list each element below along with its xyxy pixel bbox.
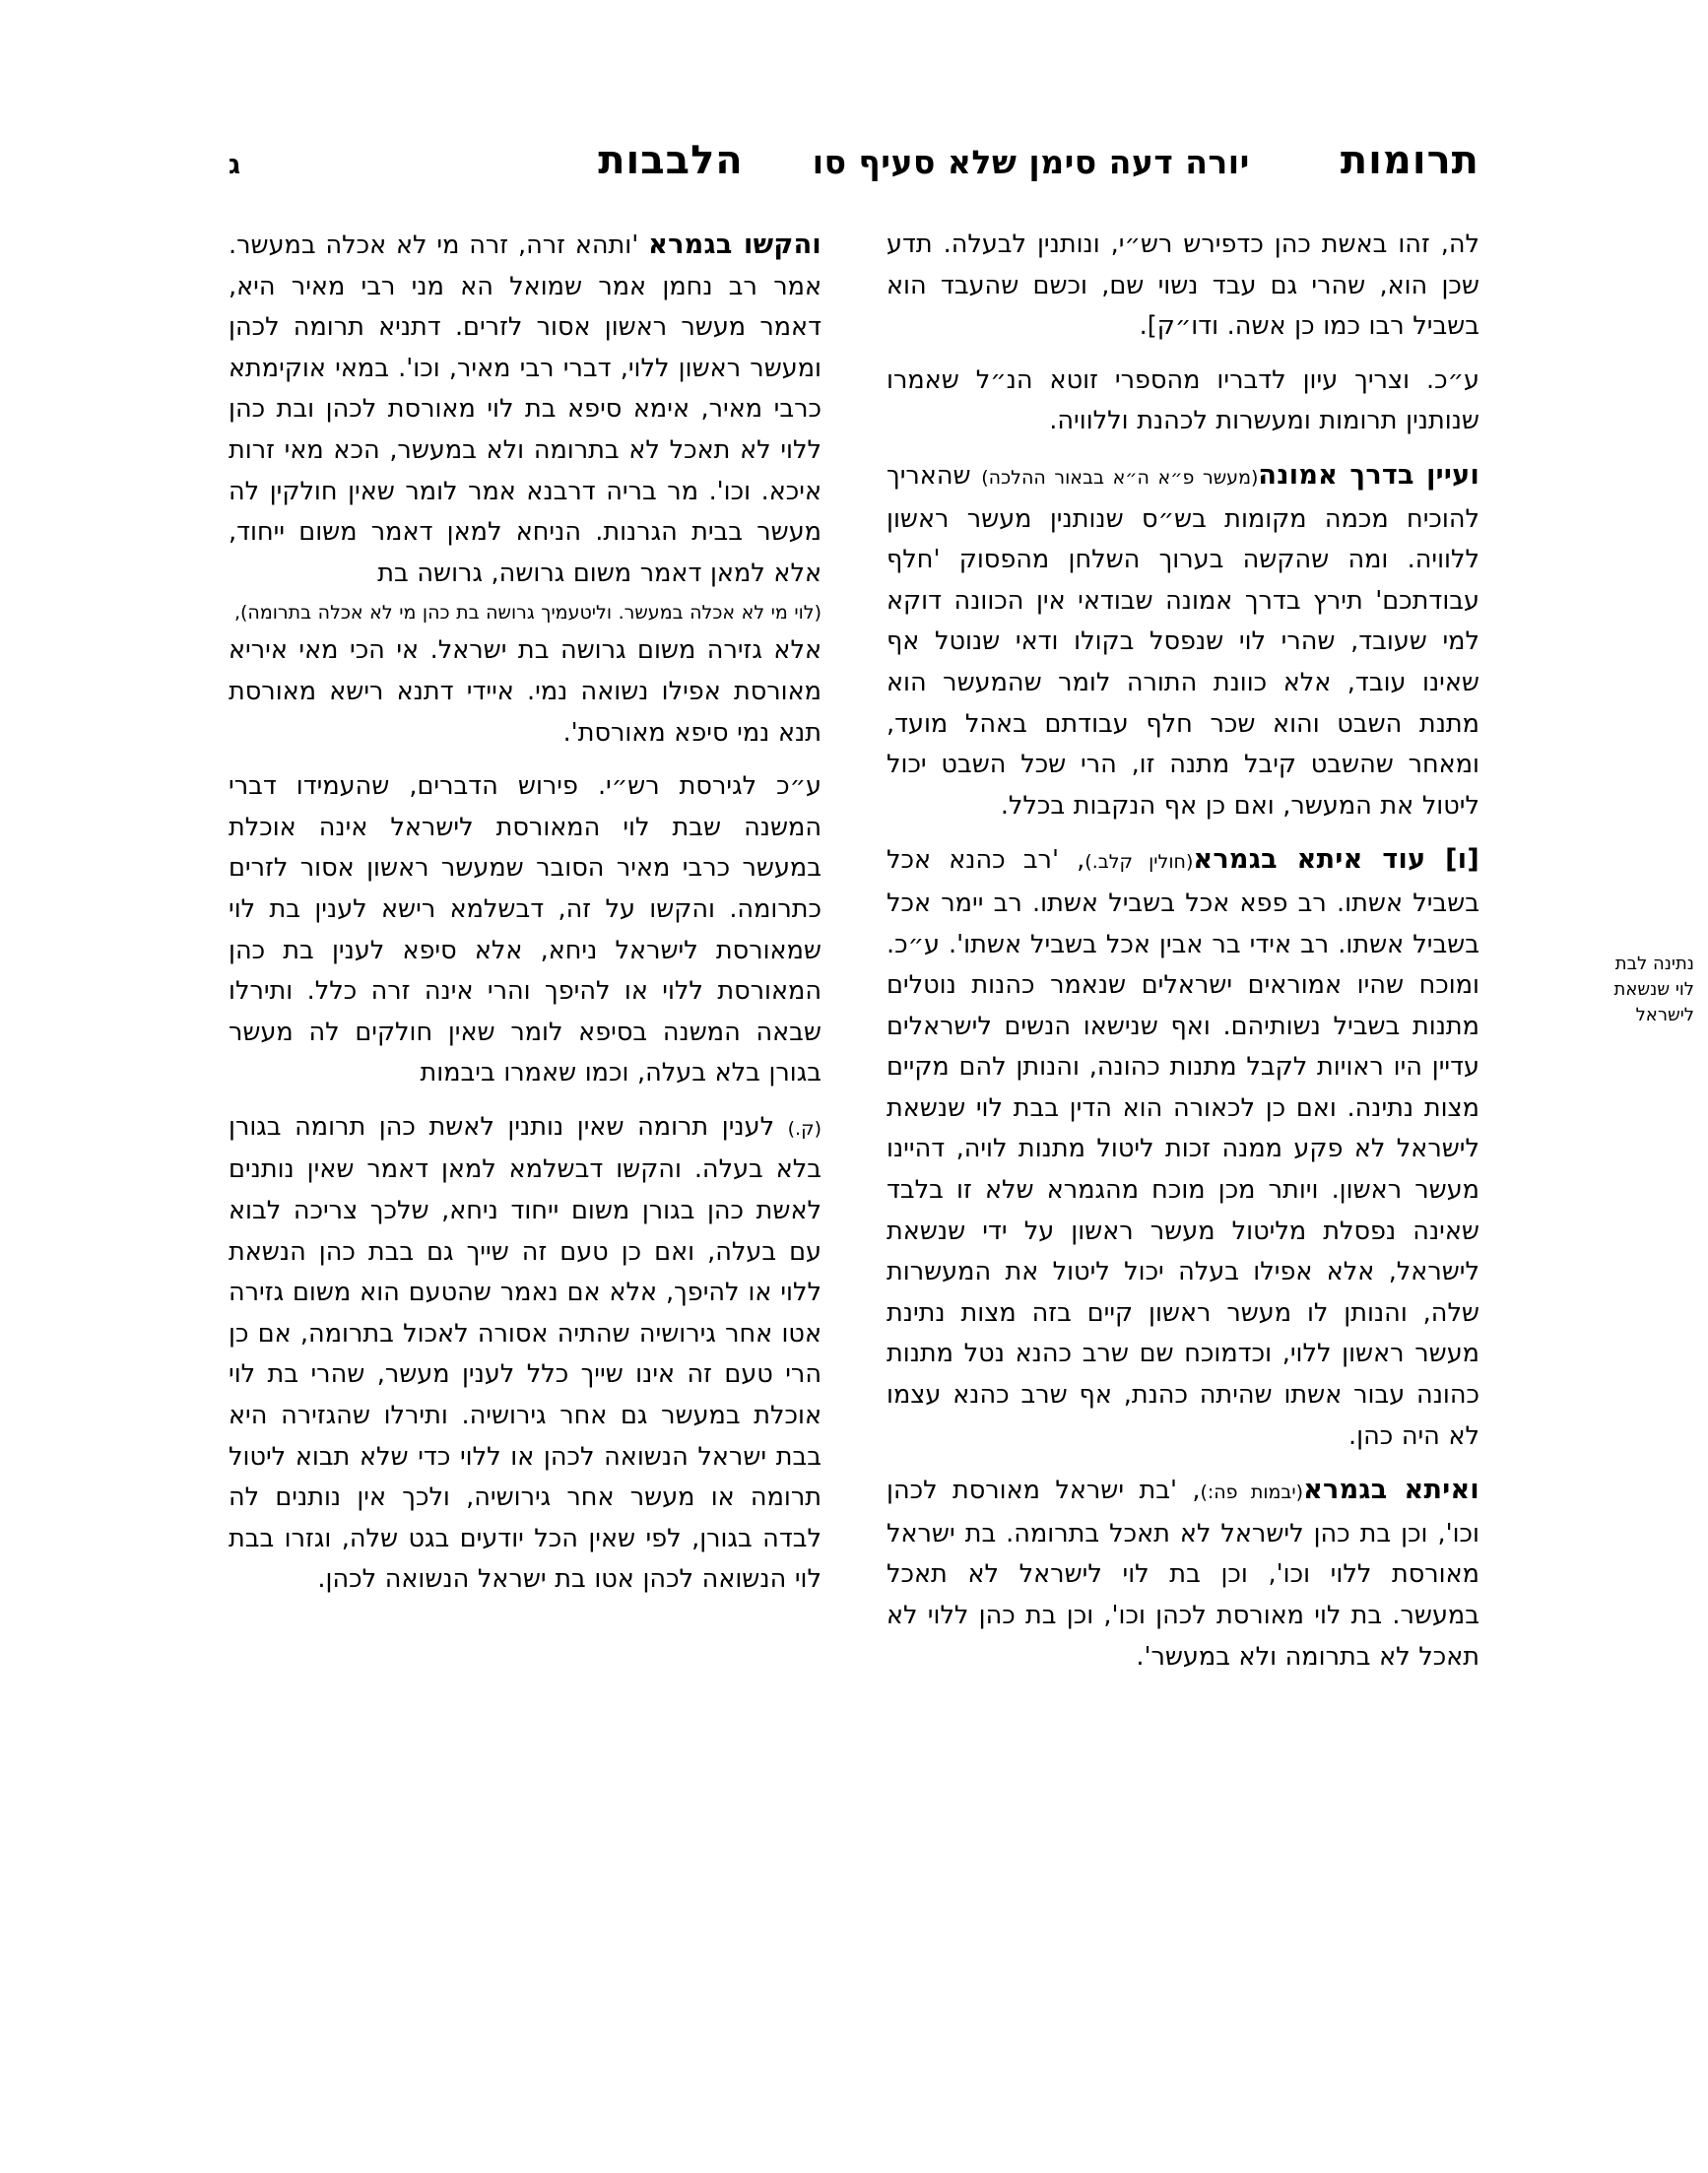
margin-note-line: לוי שנשאת (1613, 979, 1694, 1000)
column-right (887, 225, 1479, 1996)
source-citation: (יבמות פה:) (1200, 1482, 1304, 1504)
running-head (229, 138, 1479, 199)
column-left (229, 225, 821, 1996)
paragraph-lead-word: עוד איתא בגמרא (1193, 844, 1446, 876)
margin-note-line: לישראל (1635, 1005, 1694, 1025)
running-head-reference: יורה דעה סימן שלא סעיף סו (812, 143, 1250, 181)
body-text: לה, זהו באשת כהן כדפירש רש״י, ונותנין לבעלה. תדע שכן הוא, שהרי גם עבד נשוי שם, וכשם שהעבד הוא בשביל רבו כמו כן אשה. ודו״ק]. (887, 230, 1479, 342)
source-citation: (ק.) (787, 1117, 821, 1140)
running-head-book: הלבבות (598, 138, 744, 183)
body-text: , 'רב כהנא אכל בשביל אשתו. רב פפא אכל בשביל אשתו. רב יימר אכל בשביל אשתו. רב אידי בר אבין אכל בשביל אשתו'. ע״כ. ומוכח שהיו אמוראים ישראלים שנאמר כהנות נוטלים מתנות בשביל נשותיהם. ואף שנישאו הנשים לישראלים עדיין היו ראויות לקבל מתנות כהונה, והנותן להם מקיים מצות נתינה. ואם כן לכאורה הוא הדין בבת לוי שנשאת לישראל לא פקע ממנה זכות ליטול מתנות לויה, דהיינו מעשר ראשון. ויותר מכן מוכח מהגמרא שלא זו בלבד שאינה נפסלת מליטול מעשר ראשון על ידי שנשאת לישראל, אלא אפילו בעלה יכול ליטול את המעשרות שלה, והנותן לו מעשר ראשון קיים בזה מצות נתינת מעשר ראשון ללוי, וכדמוכח שם שרב כהנא נטל מתנות כהונה עבור אשתו שהיתה כהנת, אף שרב כהנא עצמו לא היה כהן. (887, 845, 1479, 1451)
inline-gloss (229, 596, 821, 629)
running-head-folio: ג (229, 150, 241, 180)
paragraph-lead-word: ועיין בדרך אמונה (1258, 459, 1480, 491)
body-text: ע״כ לגירסת רש״י. פירוש הדברים, שהעמידו דברי המשנה שבת לוי המאורסת לישראל אינה אוכלת במעשר כרבי מאיר הסובר שמעשר ראשון אסור לזרים כתרומה. והקשו על זה, דבשלמא רישא לענין בת לוי שמאורסת לישראל ניחא, אלא סיפא לענין בת כהן המאורסת ללוי או להיפך והרי אינה זרה כלל. ותירלו שבאה המשנה בסיפא לומר שאין חולקים לה מעשר בגורן בלא בעלה, וכמו שאמרו ביבמות (229, 771, 821, 1088)
paragraph (229, 225, 821, 594)
section-marker: [ו] (1445, 844, 1480, 876)
paragraph (229, 766, 821, 1094)
paragraph (887, 1470, 1479, 1678)
source-citation: (חולין קלב.) (1084, 851, 1194, 874)
paragraph (887, 225, 1479, 348)
paragraph (229, 1107, 821, 1601)
paragraph-lead-word: ואיתא בגמרא (1303, 1475, 1479, 1506)
body-text: ע״כ. וצריך עיון לדבריו מהספרי זוטא הנ״ל שאמרו שנותנין תרומות ומעשרות לכהנת וללוויה. (887, 364, 1479, 436)
paragraph (887, 455, 1479, 826)
margin-note (1574, 952, 1694, 1028)
paragraph (887, 361, 1479, 442)
text-columns (229, 225, 1479, 1996)
body-text: אלא גזירה משום גרושה בת ישראל. אי הכי מאי איריא מאורסת אפילו נשואה נמי. איידי דתנא רישא מאורסת תנא נמי סיפא מאורסת'. (229, 635, 821, 748)
paragraph (229, 630, 821, 754)
body-text: , 'בת ישראל מאורסת לכהן וכו', וכן בת כהן לישראל לא תאכל בתרומה. בת ישראל מאורסת ללוי וכו', וכן בת לוי לישראל לא תאכל במעשר. בת לוי מאורסת לכהן וכו', וכן בת כהן ללוי לא תאכל לא בתרומה ולא במעשר'. (887, 1476, 1479, 1672)
paragraph-lead-word: והקשו בגמרא (648, 230, 821, 260)
margin-note-line: נתינה לבת (1614, 954, 1694, 974)
body-text: לענין תרומה שאין נותנין לאשת כהן תרומה בגורן בלא בעלה. והקשו דבשלמא למאן דאמר שאין נותנים לאשת כהן בגורן משום ייחוד ניחא, שלכך צריכה לבוא עם בעלה, ואם כן טעם זה שייך גם בבת כהן הנשאת ללוי או להיפך, אלא אם נאמר שהטעם הוא משום גזירה אטו אחר גירושיה שהתיה אסורה לאכול בתרומה, אם כן הרי טעם זה אינו שייך כלל לענין מעשר, שהרי בת לוי אוכלת במעשר גם אחר גירושיה. ותירלו שהגזירה היא בבת ישראל הנשואה לכהן או ללוי כדי שלא תבוא ליטול תרומה או מעשר אחר גירושיה, ולכך אין נותנים לה לבדה בגורן, לפי שאין הכל יודעים בגט שלה, וגזרו בבת לוי הנשואה לכהן אטו בת ישראל הנשואה לכהן. (229, 1111, 821, 1595)
source-citation: (מעשר פ״א ה״א בבאור ההלכה) (981, 466, 1259, 489)
paragraph (887, 839, 1479, 1457)
body-text: שהאריך להוכיח מכמה מקומות בש״ס שנותנין מעשר ראשון ללוויה. ומה שהקשה בערוך השלחן מהפסוק 'חלף עבודתכם' תירץ בדרך אמונה שבודאי אין הכוונה דוקא למי שעובד, שהרי לוי שנפסל בקולו ודאי שנוטל אף שאינו עובד, אלא כוונת התורה לומר שהמעשר הוא מתנת השבט והוא שכר חלף עבודתם באהל מועד, ומאחר שהשבט קיבל מתנה זו, הרי שכל השבט יכול ליטול את המעשר, ואם כן אף הנקבות בכלל. (887, 460, 1479, 821)
body-text: 'ותהא זרה, זרה מי לא אכלה במעשר. אמר רב נחמן אמר שמואל הא מני רבי מאיר היא, דאמר מעשר ראשון אסור לזרים. דתניא תרומה לכהן ומעשר ראשון ללוי, דברי רבי מאיר, וכו'. במאי אוקימתא כרבי מאיר, אימא סיפא בת לוי מאורסת לכהן ובת כהן ללוי לא תאכל לא בתרומה ולא במעשר, הכא מאי זרות איכא. וכו'. מר בריה דרבנא אמר לומר שאין חולקין לה מעשר בבית הגרנות. הניחא למאן דאמר משום ייחוד, אלא למאן דאמר משום גרושה, גרושה בת (229, 230, 821, 588)
running-head-title: תרומות (1340, 138, 1479, 183)
source-citation: (לוי מי לא אכלה במעשר. וליטעמיך גרושה בת כהן מי לא אכלה בתרומה), (233, 602, 821, 625)
